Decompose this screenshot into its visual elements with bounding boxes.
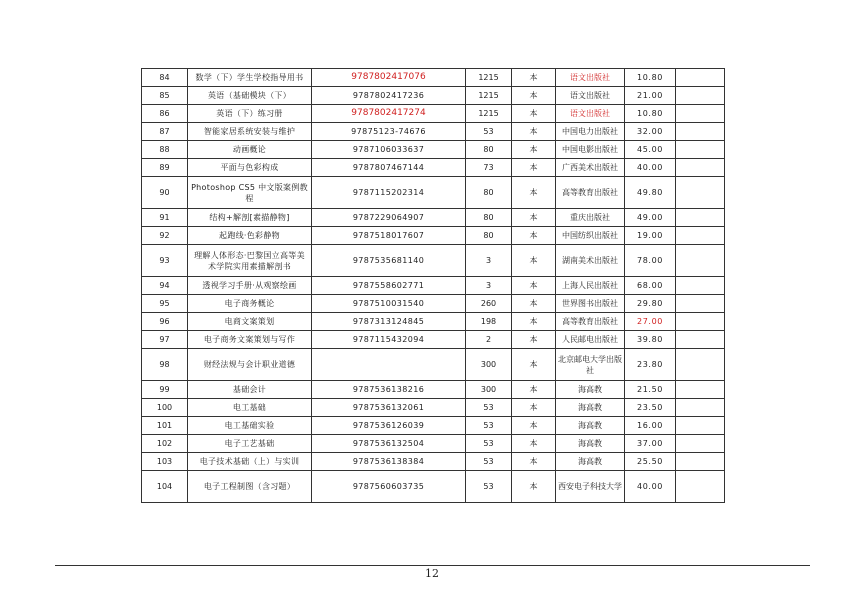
table-row — [142, 277, 725, 295]
table-row — [142, 227, 725, 245]
table-row — [142, 331, 725, 349]
unit: 本 — [512, 453, 556, 471]
unit: 本 — [512, 123, 556, 141]
order-quantity: 1215 — [466, 105, 512, 123]
order-quantity: 73 — [466, 159, 512, 177]
publisher: 语文出版社 — [556, 87, 625, 105]
isbn: 9787115202314 — [312, 177, 466, 209]
unit: 本 — [512, 313, 556, 331]
row-number: 102 — [142, 435, 188, 453]
book-title: 智能家居系统安装与维护 — [188, 123, 312, 141]
textbook-order-table — [141, 68, 725, 503]
row-number: 87 — [142, 123, 188, 141]
row-number: 92 — [142, 227, 188, 245]
remarks-cell — [676, 69, 725, 87]
order-quantity: 1215 — [466, 87, 512, 105]
unit: 本 — [512, 399, 556, 417]
order-quantity: 2 — [466, 331, 512, 349]
order-quantity: 53 — [466, 417, 512, 435]
unit: 本 — [512, 177, 556, 209]
row-number: 88 — [142, 141, 188, 159]
order-quantity: 80 — [466, 141, 512, 159]
book-title: 电子技术基础（上）与实训 — [188, 453, 312, 471]
isbn: 9787802417076 — [312, 69, 466, 87]
book-title: Photoshop CS5 中文版案例教程 — [188, 177, 312, 209]
table-row — [142, 295, 725, 313]
table-row — [142, 471, 725, 503]
order-quantity: 53 — [466, 399, 512, 417]
publisher: 海高教 — [556, 417, 625, 435]
isbn: 9787313124845 — [312, 313, 466, 331]
publisher: 上海人民出版社 — [556, 277, 625, 295]
table-row — [142, 349, 725, 381]
table-row — [142, 159, 725, 177]
row-number: 90 — [142, 177, 188, 209]
order-quantity: 53 — [466, 453, 512, 471]
remarks-cell — [676, 159, 725, 177]
isbn: 9787536138216 — [312, 381, 466, 399]
isbn: 9787558602771 — [312, 277, 466, 295]
order-quantity: 260 — [466, 295, 512, 313]
unit: 本 — [512, 105, 556, 123]
isbn: 9787115432094 — [312, 331, 466, 349]
order-quantity: 80 — [466, 227, 512, 245]
row-number: 99 — [142, 381, 188, 399]
unit-price: 10.80 — [625, 69, 676, 87]
order-quantity: 300 — [466, 349, 512, 381]
unit: 本 — [512, 381, 556, 399]
publisher: 中国纺织出版社 — [556, 227, 625, 245]
footer-divider — [55, 565, 810, 566]
order-quantity: 3 — [466, 245, 512, 277]
table-row — [142, 69, 725, 87]
table-row — [142, 141, 725, 159]
unit: 本 — [512, 69, 556, 87]
isbn: 9787536126039 — [312, 417, 466, 435]
unit-price: 10.80 — [625, 105, 676, 123]
unit-price: 39.80 — [625, 331, 676, 349]
table-row — [142, 123, 725, 141]
publisher: 海高教 — [556, 381, 625, 399]
unit-price: 19.00 — [625, 227, 676, 245]
isbn: 9787802417274 — [312, 105, 466, 123]
row-number: 86 — [142, 105, 188, 123]
book-title: 透视学习手册·从观察绘画 — [188, 277, 312, 295]
unit-price: 32.00 — [625, 123, 676, 141]
remarks-cell — [676, 417, 725, 435]
book-title: 财经法规与会计职业道德 — [188, 349, 312, 381]
page-number: 12 — [425, 567, 439, 580]
table-row — [142, 435, 725, 453]
unit-price: 45.00 — [625, 141, 676, 159]
book-title: 电子商务概论 — [188, 295, 312, 313]
row-number: 91 — [142, 209, 188, 227]
remarks-cell — [676, 453, 725, 471]
table-row — [142, 417, 725, 435]
row-number: 96 — [142, 313, 188, 331]
unit: 本 — [512, 87, 556, 105]
row-number: 89 — [142, 159, 188, 177]
publisher: 海高教 — [556, 435, 625, 453]
book-title: 英语（下）练习册 — [188, 105, 312, 123]
row-number: 101 — [142, 417, 188, 435]
publisher: 广西美术出版社 — [556, 159, 625, 177]
remarks-cell — [676, 471, 725, 503]
unit-price: 78.00 — [625, 245, 676, 277]
row-number: 100 — [142, 399, 188, 417]
remarks-cell — [676, 105, 725, 123]
book-title: 基础会计 — [188, 381, 312, 399]
table-body — [142, 69, 725, 503]
unit: 本 — [512, 471, 556, 503]
book-title: 电工基础 — [188, 399, 312, 417]
unit-price: 37.00 — [625, 435, 676, 453]
publisher: 西安电子科技大学 — [556, 471, 625, 503]
order-quantity: 300 — [466, 381, 512, 399]
remarks-cell — [676, 435, 725, 453]
row-number: 97 — [142, 331, 188, 349]
publisher: 高等教育出版社 — [556, 313, 625, 331]
publisher: 世界图书出版社 — [556, 295, 625, 313]
remarks-cell — [676, 141, 725, 159]
remarks-cell — [676, 381, 725, 399]
unit: 本 — [512, 331, 556, 349]
table-row — [142, 177, 725, 209]
table-row — [142, 453, 725, 471]
remarks-cell — [676, 227, 725, 245]
unit: 本 — [512, 227, 556, 245]
book-title: 结构+解剖[素描静物] — [188, 209, 312, 227]
publisher: 语文出版社 — [556, 69, 625, 87]
row-number: 104 — [142, 471, 188, 503]
unit: 本 — [512, 417, 556, 435]
table-row — [142, 209, 725, 227]
row-number: 94 — [142, 277, 188, 295]
remarks-cell — [676, 177, 725, 209]
isbn: 9787518017607 — [312, 227, 466, 245]
remarks-cell — [676, 209, 725, 227]
table-row — [142, 313, 725, 331]
order-quantity: 1215 — [466, 69, 512, 87]
book-title: 理解人体形态·巴黎国立高等美术学院实用素描解剖书 — [188, 245, 312, 277]
order-quantity: 53 — [466, 435, 512, 453]
publisher: 北京邮电大学出版社 — [556, 349, 625, 381]
order-quantity: 80 — [466, 209, 512, 227]
unit-price: 21.50 — [625, 381, 676, 399]
table-row — [142, 245, 725, 277]
unit-price: 49.00 — [625, 209, 676, 227]
table-row — [142, 399, 725, 417]
order-quantity: 80 — [466, 177, 512, 209]
book-title: 电子工程制图（含习题） — [188, 471, 312, 503]
isbn: 9787106033637 — [312, 141, 466, 159]
isbn: 9787535681140 — [312, 245, 466, 277]
unit-price: 23.80 — [625, 349, 676, 381]
unit: 本 — [512, 209, 556, 227]
row-number: 84 — [142, 69, 188, 87]
publisher: 人民邮电出版社 — [556, 331, 625, 349]
isbn: 9787802417236 — [312, 87, 466, 105]
publisher: 重庆出版社 — [556, 209, 625, 227]
book-title: 电工基础实验 — [188, 417, 312, 435]
isbn: 9787229064907 — [312, 209, 466, 227]
unit: 本 — [512, 295, 556, 313]
isbn: 9787560603735 — [312, 471, 466, 503]
table-row — [142, 105, 725, 123]
isbn: 9787536138384 — [312, 453, 466, 471]
order-quantity: 3 — [466, 277, 512, 295]
book-title: 电商文案策划 — [188, 313, 312, 331]
remarks-cell — [676, 331, 725, 349]
publisher: 中国电力出版社 — [556, 123, 625, 141]
order-quantity: 53 — [466, 471, 512, 503]
isbn — [312, 349, 466, 381]
unit-price: 40.00 — [625, 471, 676, 503]
unit-price: 25.50 — [625, 453, 676, 471]
publisher: 中国电影出版社 — [556, 141, 625, 159]
order-quantity: 198 — [466, 313, 512, 331]
book-title: 电子商务文案策划与写作 — [188, 331, 312, 349]
remarks-cell — [676, 295, 725, 313]
remarks-cell — [676, 245, 725, 277]
unit-price: 21.00 — [625, 87, 676, 105]
unit: 本 — [512, 141, 556, 159]
unit: 本 — [512, 159, 556, 177]
unit-price: 49.80 — [625, 177, 676, 209]
row-number: 103 — [142, 453, 188, 471]
remarks-cell — [676, 399, 725, 417]
unit: 本 — [512, 435, 556, 453]
row-number: 98 — [142, 349, 188, 381]
unit-price: 29.80 — [625, 295, 676, 313]
book-title: 动画概论 — [188, 141, 312, 159]
unit-price: 23.50 — [625, 399, 676, 417]
book-title: 平面与色彩构成 — [188, 159, 312, 177]
book-title: 起跑线·色彩静物 — [188, 227, 312, 245]
isbn: 9787536132504 — [312, 435, 466, 453]
table-row — [142, 87, 725, 105]
publisher: 语文出版社 — [556, 105, 625, 123]
unit-price: 68.00 — [625, 277, 676, 295]
remarks-cell — [676, 123, 725, 141]
row-number: 85 — [142, 87, 188, 105]
remarks-cell — [676, 313, 725, 331]
isbn: 9787510031540 — [312, 295, 466, 313]
book-title: 数学（下）学生学校指导用书 — [188, 69, 312, 87]
isbn: 97875123-74676 — [312, 123, 466, 141]
publisher: 湖南美术出版社 — [556, 245, 625, 277]
unit-price: 40.00 — [625, 159, 676, 177]
unit: 本 — [512, 349, 556, 381]
publisher: 海高教 — [556, 399, 625, 417]
order-quantity: 53 — [466, 123, 512, 141]
remarks-cell — [676, 277, 725, 295]
unit-price: 27.00 — [625, 313, 676, 331]
book-title: 英语（基础模块（下） — [188, 87, 312, 105]
unit: 本 — [512, 277, 556, 295]
row-number: 93 — [142, 245, 188, 277]
publisher: 高等教育出版社 — [556, 177, 625, 209]
table-row — [142, 381, 725, 399]
book-title: 电子工艺基础 — [188, 435, 312, 453]
remarks-cell — [676, 349, 725, 381]
unit-price: 16.00 — [625, 417, 676, 435]
row-number: 95 — [142, 295, 188, 313]
publisher: 海高教 — [556, 453, 625, 471]
isbn: 9787807467144 — [312, 159, 466, 177]
unit: 本 — [512, 245, 556, 277]
remarks-cell — [676, 87, 725, 105]
isbn: 9787536132061 — [312, 399, 466, 417]
